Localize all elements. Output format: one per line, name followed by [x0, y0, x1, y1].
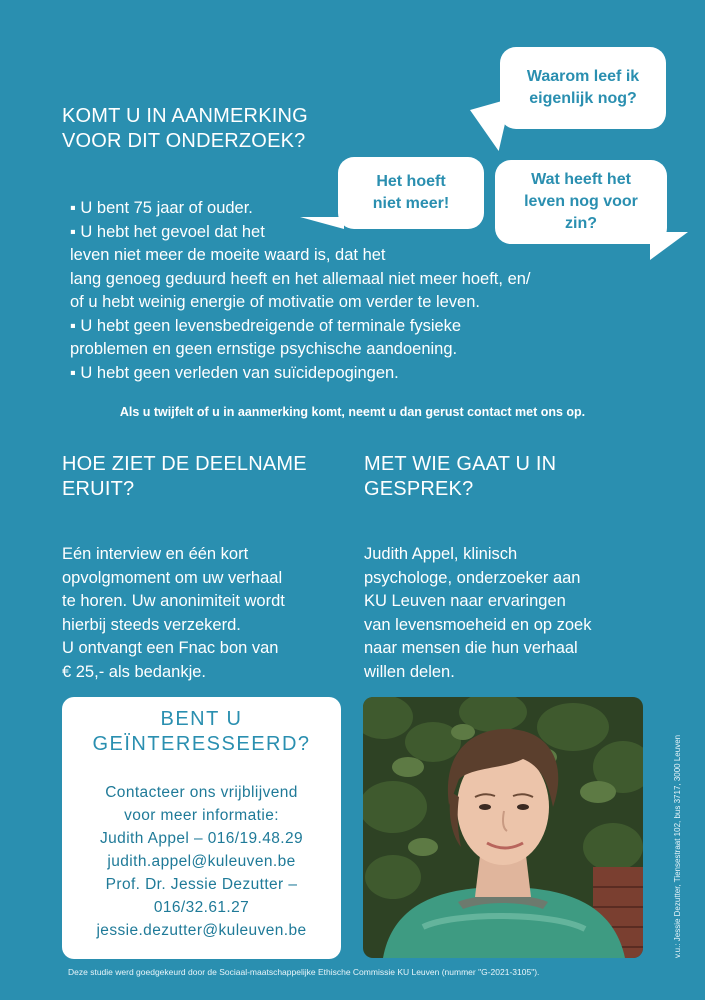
criteria-line: ▪ U hebt het gevoel dat het [70, 222, 265, 241]
criteria-line: ▪ U hebt geen levensbedreigende of terminale fysieke [70, 316, 462, 335]
participation-line: Eén interview en één kort [62, 545, 249, 563]
approval-footer: Deze studie werd goedgekeurd door de Sociaal-maatschappelijke Ethische Commissie KU Leuven (nummer "G-2021-3105"). [68, 967, 540, 977]
contact-line-phone[interactable]: Judith Appel – 016/19.48.29 [100, 830, 303, 847]
participation-text [62, 543, 285, 684]
bubble-right-line-2: leven nog voor [524, 193, 638, 210]
participation-heading-line-1: HOE ZIET DE DEELNAME [62, 453, 307, 475]
bubble-middle-line-2: niet meer! [372, 195, 450, 212]
bubble-top-line-1: Waarom leef ik [526, 68, 640, 85]
contact-email-link[interactable]: judith.appel@kuleuven.be [107, 853, 296, 870]
contact-card [62, 697, 341, 959]
bubble-middle-line-1: Het hoeft [376, 173, 446, 190]
interviewer-line: naar mensen die hun verhaal [364, 639, 578, 657]
interviewer-heading-line-1: MET WIE GAAT U IN [364, 453, 557, 475]
bubble-right-line-1: Wat heeft het [531, 171, 631, 188]
contact-line: voor meer informatie: [124, 807, 279, 824]
bubble-top-line-2: eigenlijk nog? [529, 90, 637, 107]
interviewer-line: willen delen. [364, 662, 455, 681]
contact-line: Prof. Dr. Jessie Dezutter – [105, 876, 298, 893]
participation-line: U ontvangt een Fnac bon van [62, 639, 279, 657]
contact-details [62, 781, 341, 942]
interviewer-heading-line-2: GESPREK? [364, 478, 474, 500]
interviewer-line: psychologe, onderzoeker aan [364, 568, 581, 587]
participation-heading [62, 452, 307, 502]
criteria-line: leven niet meer de moeite waard is, dat het [70, 246, 386, 264]
interviewer-text [364, 543, 592, 684]
participation-line: hierbij steeds verzekerd. [62, 615, 241, 634]
eligibility-heading-line-2: VOOR DIT ONDERZOEK? [62, 130, 306, 152]
criteria-line: ▪ U hebt geen verleden van suïcidepogingen. [70, 363, 399, 382]
portrait-photo [363, 697, 643, 958]
contact-title-line-1: BENT U [160, 708, 243, 730]
criteria-line: of u hebt weinig energie of motivatie om verder te leven. [70, 293, 480, 311]
interviewer-line: Judith Appel, klinisch [364, 545, 518, 563]
contact-card-title [62, 707, 341, 757]
doubt-note: Als u twijfelt of u in aanmerking komt, neemt u dan gerust contact met ons op. [119, 405, 586, 419]
contact-line: Contacteer ons vrijblijvend [105, 784, 298, 801]
criteria-line: ▪ U bent 75 jaar of ouder. [70, 199, 253, 217]
contact-line-phone[interactable]: 016/32.61.27 [153, 899, 250, 916]
eligibility-heading [62, 104, 308, 154]
criteria-line: problemen en geen ernstige psychische aandoening. [70, 340, 458, 358]
contact-title-line-2: GEÏNTERESSEERD? [92, 733, 311, 755]
participation-line: opvolgmoment om uw verhaal [62, 568, 283, 587]
participation-line: te horen. Uw anonimiteit wordt [62, 592, 285, 610]
publisher-note: v.u.: Jessie Dezutter, Tiensestraat 102, bus 3717, 3000 Leuven [673, 734, 682, 958]
criteria-line: lang genoeg geduurd heeft en het allemaal niet meer hoeft, en/ [70, 269, 531, 288]
interviewer-heading [364, 452, 556, 502]
participation-line: € 25,- als bedankje. [62, 662, 207, 681]
bubble-right-tail [650, 232, 688, 260]
interviewer-line: van levensmoeheid en op zoek [364, 615, 592, 634]
eligibility-heading-line-1: KOMT U IN AANMERKING [62, 105, 308, 127]
speech-bubble-top [500, 47, 666, 129]
participation-heading-line-2: ERUIT? [62, 478, 135, 500]
interviewer-line: KU Leuven naar ervaringen [364, 592, 566, 610]
bubble-right-line-3: zin? [565, 215, 597, 232]
criteria-list [70, 197, 531, 385]
contact-email-link[interactable]: jessie.dezutter@kuleuven.be [96, 922, 307, 939]
